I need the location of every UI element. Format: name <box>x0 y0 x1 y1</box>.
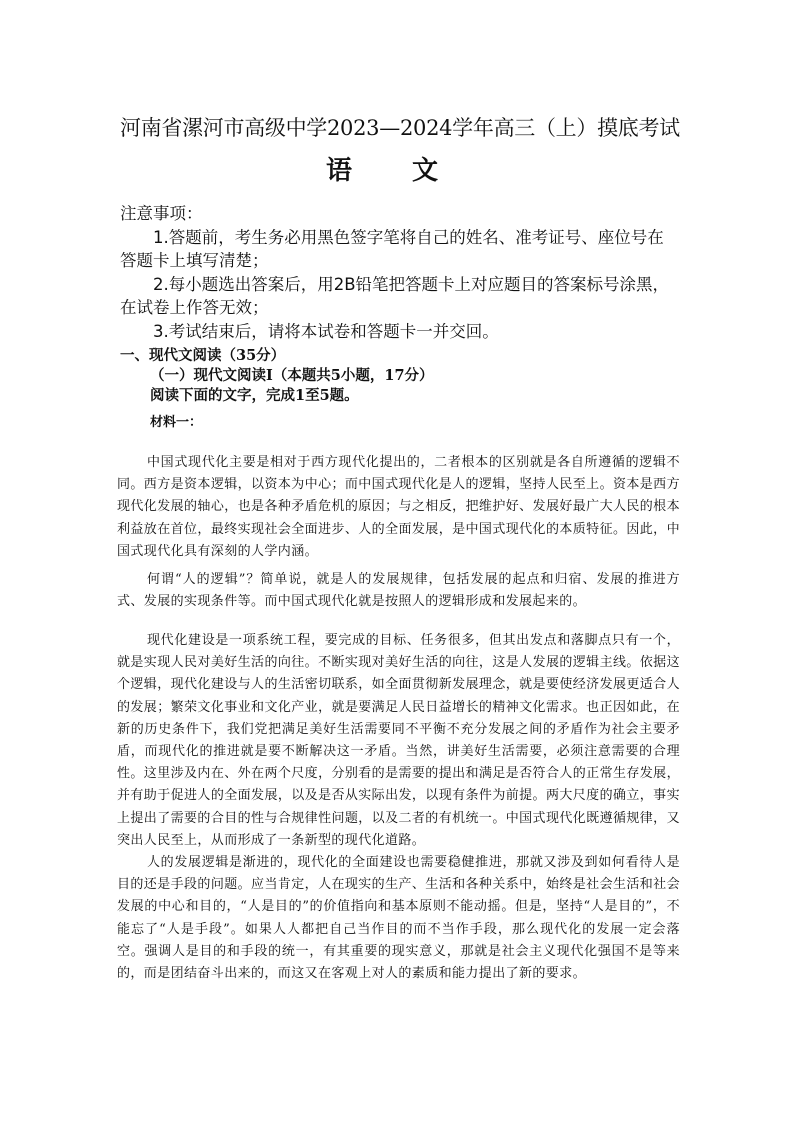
notice-item: 1.答题前，考生务必用黑色签字笔将自己的姓名、准考证号、座位号在答题卡上填写清楚； <box>120 227 664 270</box>
subject-title: 语文 <box>325 156 498 186</box>
notice-item: 3.考试结束后，请将本试卷和答题卡一并交回。 <box>153 321 499 341</box>
passage-paragraph: 现代化建设是一项系统工程，要完成的目标、任务很多，但其出发点和落脚点只有一个，就是实现人民对美好生活的向往。不断实现对美好生活的向往，这是人发展的逻辑主线。依据这个逻辑，现代化建设与人的生活密切联系，如全面贯彻新发展理念，就是要使经济发展更适合人的发展；繁荣文化事业和文化产业，就是要满足人民日益增长的精神文化需求。也正因如此，在新的历史条件下，我们党把满足美好生活需要同不平衡不充分发展之间的矛盾作为社会主要矛盾，而现代化的推进就是要不断解决这一矛盾。当然，讲美好生活需要，必须注意需要的合理性。这里涉及内在、外在两个尺度，分别看的是需要的提出和满足是否符合人的正常生存发展，并有助于促进人的全面发展，以及是否从实际出发，以现有条件为前提。两大尺度的确立，事实上提出了需要的合目的性与合规律性问题，以及二者的有机统一。中国式现代化既遵循规律，又突出人民至上，从而形成了一条新型的现代化道路。 <box>117 633 680 848</box>
material-label: 材料一： <box>150 415 203 430</box>
notice-heading: 注意事项： <box>120 204 203 223</box>
section-heading: 一、现代文阅读（35分） <box>120 347 286 364</box>
exam-title: 河南省漯河市高级中学2023—2024学年高三（上）摸底考试 <box>120 116 680 140</box>
notice-item: 2.每小题选出答案后，用2B铅笔把答题卡上对应题目的答案标号涂黑，在试卷上作答无效； <box>120 274 670 317</box>
passage-paragraph: 人的发展逻辑是渐进的，现代化的全面建设也需要稳健推进，那就又涉及到如何看待人是目的还是手段的问题。应当肯定，人在现实的生产、生活和各种关系中，始终是社会生活和社会发展的中心和目的，“人是目的”的价值指向和基本原则不能动摇。但是，坚持“人是目的”，不能忘了“人是手段”。如果人人都把自己当作目的而不当作手段，那么现代化的发展一定会落空。强调人是目的和手段的统一，有其重要的现实意义，那就是社会主义现代化强国不是等来的，而是团结奋斗出来的，而这又在客观上对人的素质和能力提出了新的要求。 <box>117 855 680 982</box>
section-header <box>120 346 680 406</box>
section-subheading: （一）现代文阅读Ⅰ（本题共5小题，17分） <box>150 367 434 384</box>
passage-paragraph: 中国式现代化主要是相对于西方现代化提出的，二者根本的区别就是各自所遵循的逻辑不同。西方是资本逻辑，以资本为中心；而中国式现代化是人的逻辑，坚持人民至上。资本是西方现代化发展的轴心，也是各种矛盾危机的原因；与之相反，把维护好、发展好最广大人民的根本利益放在首位，最终实现社会全面进步、人的全面发展，是中国式现代化的本质特征。因此，中国式现代化具有深刻的人学内涵。 <box>117 455 680 559</box>
passage-paragraph: 何谓“人的逻辑”？简单说，就是人的发展规律，包括发展的起点和归宿、发展的推进方式、发展的实现条件等。而中国式现代化就是按照人的逻辑形成和发展起来的。 <box>117 572 680 610</box>
notice-block <box>120 202 680 343</box>
section-instruction: 阅读下面的文字，完成1至5题。 <box>150 387 359 404</box>
